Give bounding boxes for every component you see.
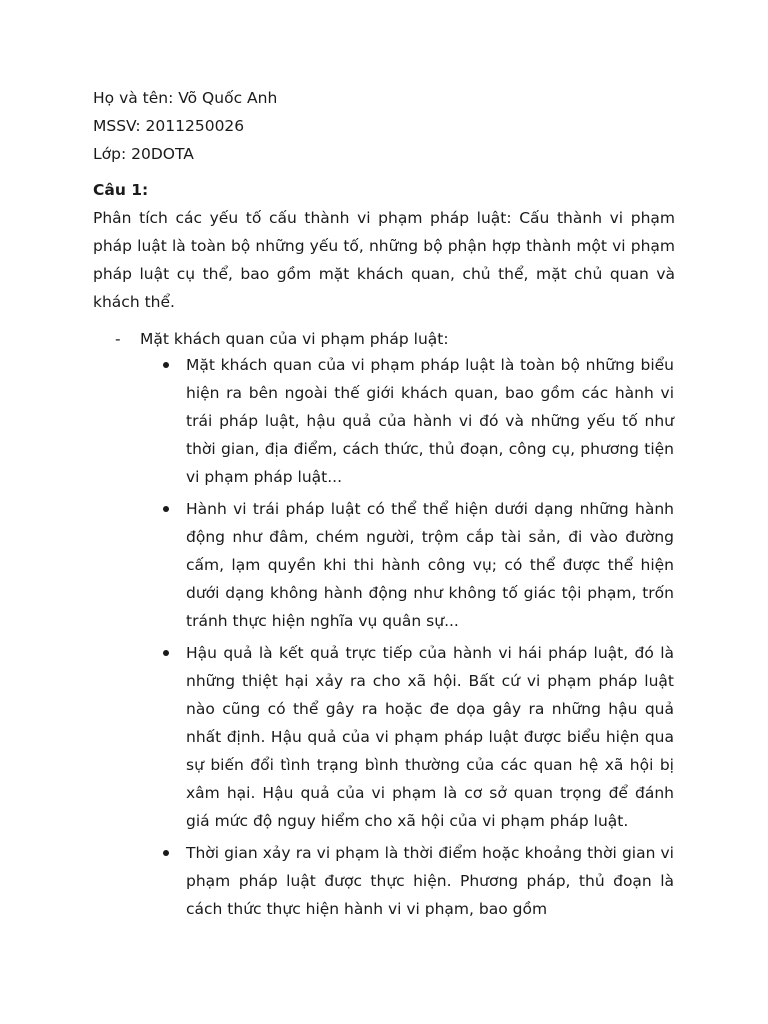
question-title: Câu 1: <box>93 181 149 199</box>
list-item <box>186 495 674 635</box>
bullet-dot-icon <box>163 362 169 368</box>
student-name-line: Họ và tên: Võ Quốc Anh <box>93 89 278 107</box>
list-item <box>186 351 674 491</box>
list-item-text: Mặt khách quan của vi phạm pháp luật là toàn bộ những biểu hiện ra bên ngoài thế giới khách quan, bao gồm các hành vi trái pháp luật, hậu quả của hành vi đó và những yếu tố như thời gian, địa điểm, cách thức, thủ đoạn, công cụ, phương tiện vi phạm pháp luật... <box>186 356 674 486</box>
bullet-dot-icon <box>163 650 169 656</box>
student-id-line: MSSV: 2011250026 <box>93 117 245 135</box>
section-heading: Mặt khách quan của vi phạm pháp luật: <box>140 330 449 348</box>
student-class-line: Lớp: 20DOTA <box>93 145 194 163</box>
bullet-list <box>0 351 768 927</box>
bullet-dot-icon <box>163 850 169 856</box>
bullet-dot-icon <box>163 506 169 512</box>
question-intro-paragraph: Phân tích các yếu tố cấu thành vi phạm pháp luật: Cấu thành vi phạm pháp luật là toàn bộ những yếu tố, những bộ phận hợp thành một vi phạm pháp luật cụ thể, bao gồm mặt khách quan, chủ thể, mặt chủ quan và khách thể. <box>93 209 675 311</box>
dash-marker: - <box>115 330 121 348</box>
list-item-text: Thời gian xảy ra vi phạm là thời điểm hoặc khoảng thời gian vi phạm pháp luật được thực hiện. Phương pháp, thủ đoạn là cách thức thực hiện hành vi vi phạm, bao gồm <box>186 844 674 918</box>
list-item-text: Hậu quả là kết quả trực tiếp của hành vi hái pháp luật, đó là những thiệt hại xảy ra cho xã hội. Bất cứ vi phạm pháp luật nào cũng có thể gây ra hoặc đe dọa gây ra những hậu quả nhất định. Hậu quả của vi phạm pháp luật được biểu hiện qua sự biến đổi tình trạng bình thường của các quan hệ xã hội bị xâm hại. Hậu quả của vi phạm là cơ sở quan trọng để đánh giá mức độ nguy hiểm cho xã hội của vi phạm pháp luật. <box>186 644 674 830</box>
list-item <box>186 639 674 835</box>
student-info <box>93 84 683 168</box>
list-item <box>186 839 674 923</box>
list-item-text: Hành vi trái pháp luật có thể thể hiện dưới dạng những hành động như đâm, chém người, trộm cắp tài sản, đi vào đường cấm, lạm quyền khi thi hành công vụ; có thể được thể hiện dưới dạng không hành động như không tố giác tội phạm, trốn tránh thực hiện nghĩa vụ quân sự... <box>186 500 674 630</box>
